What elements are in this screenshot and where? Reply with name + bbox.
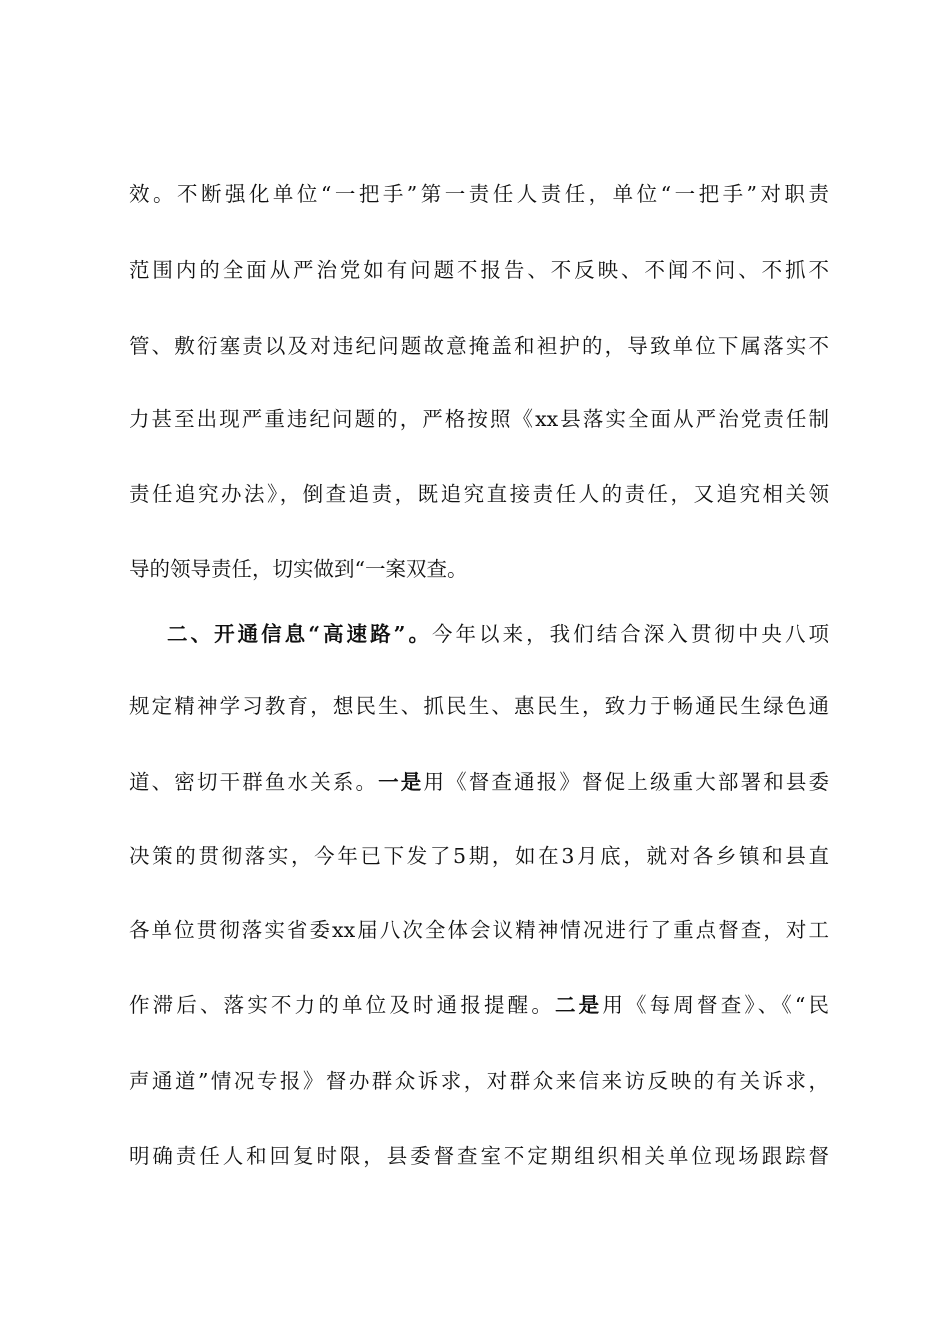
text-line [129,331,829,361]
text-segment: 用《督查通报》督促上级重大部署和县委 [423,770,830,794]
item-marker: 一是 [378,770,424,794]
text-line [129,404,829,434]
text-segment: 范围内的全面从严治党如有问题不报告、不反映、不闻不问、不抓不 [129,258,829,282]
section-heading: 二、开通信息“高速路”。 [167,622,432,646]
text-segment: 声通道”情况专报》督办群众诉求，对群众来信来访反映的有关诉求， [129,1069,829,1093]
text-segment: 责任追究办法》，倒查追责，既追究直接责任人的责任，又追究相关领 [129,482,829,506]
text-line [129,554,829,584]
text-segment: 作滞后、落实不力的单位及时通报提醒。 [129,993,556,1017]
text-line [129,990,829,1020]
text-segment: 力甚至出现严重违纪问题的，严格按照《xx县落实全面从严治党责任制 [129,407,829,431]
text-segment: 今年以来，我们结合深入贯彻中央八项 [431,622,830,646]
text-line [129,767,829,797]
text-segment: 导的领导责任，切实做到“一案双查。 [129,557,468,581]
text-segment: 规定精神学习教育，想民生、抓民生、惠民生，致力于畅通民生绿色通 [129,694,829,718]
item-marker: 二是 [555,993,603,1017]
text-segment: 道、密切干群鱼水关系。 [129,770,379,794]
text-segment: 效。不断强化单位“一把手”第一责任人责任，单位“一把手”对职责 [129,182,829,206]
text-line [129,915,829,945]
text-segment: 各单位贯彻落实省委xx届八次全体会议精神情况进行了重点督查，对工 [129,918,829,942]
text-line [129,841,829,871]
text-segment: 管、敷衍塞责以及对违纪问题故意掩盖和袒护的，导致单位下属落实不 [129,334,829,358]
text-segment: 用《每周督查》、《“民 [602,993,830,1017]
text-line [129,1141,829,1171]
text-line [129,179,829,209]
text-segment: 明确责任人和回复时限，县委督查室不定期组织相关单位现场跟踪督 [129,1144,829,1168]
text-segment: 决策的贯彻落实，今年已下发了5期，如在3月底，就对各乡镇和县直 [129,844,829,868]
section-heading-line [167,619,829,649]
text-line [129,479,829,509]
text-line [129,691,829,721]
text-line [129,255,829,285]
text-line [129,1066,829,1096]
